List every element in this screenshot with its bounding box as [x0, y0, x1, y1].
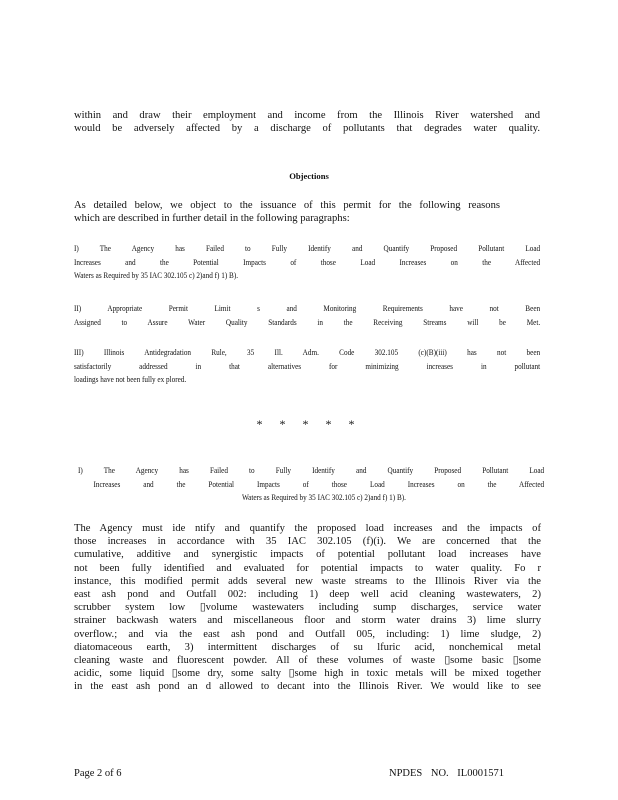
section-separator: * * * * *: [256, 417, 362, 431]
objection-item-line: I) The Agency has Failed to Fully Identify and Quantify Proposed Pollutant Load: [74, 244, 541, 253]
body-line: cumulative, additive and synergistic impacts of potential pollutant load increases have: [74, 549, 541, 561]
objections-heading: Objections: [289, 171, 329, 181]
body-line: scrubber system low ▯volume wastewaters including sump discharges, service water: [74, 602, 541, 614]
intro-paragraph: [74, 109, 540, 135]
body-line: not been fully identified and evaluated for potential impacts to water quality. Fo r: [74, 562, 541, 574]
lead-line: which are described in further detail in the following paragraphs:: [74, 213, 350, 225]
objection-item-line: III) Illinois Antidegradation Rule, 35 Ill. Adm. Code 302.105 (c)(B)(iii) has not been: [74, 348, 541, 357]
objection-item-line: Increases and the Potential Impacts of those Load Increases on the Affected: [74, 257, 541, 267]
lead-line: As detailed below, we object to the issuance of this permit for the following reasons: [74, 200, 500, 211]
objection-item-line: Assigned to Assure Water Quality Standards in the Receiving Streams will be Met.: [74, 317, 541, 327]
objection-item-line: Waters as Required by 35 IAC 302.105 c) 2)and f) 1) B).: [74, 271, 239, 281]
permit-number: NPDES NO. IL0001571: [389, 768, 504, 779]
body-line: diatomaceous earth, 3) intermittent discharges of su lfuric acid, nonchemical metal: [74, 641, 541, 653]
objections-lead-paragraph: [74, 199, 500, 225]
body-line: overflow.; and via the east ash pond and Outfall 005, including: 1) lime sludge, 2): [74, 628, 541, 640]
objection-item-1: [74, 242, 540, 283]
objection-item-3: [74, 346, 540, 387]
section-one-heading: [78, 464, 544, 505]
body-line: in the east ash pond an d allowed to decant into the Illinois River. We would like to see: [74, 681, 541, 693]
body-line: those increases in accordance with 35 IAC 302.105 (f)(i). We are concerned that the: [74, 536, 541, 548]
body-line: instance, this modified permit adds several new waste streams to the Illinois River via the: [74, 575, 541, 587]
objection-item-line: II) Appropriate Permit Limit s and Monitoring Requirements have not Been: [74, 304, 541, 313]
intro-line: within and draw their employment and income from the Illinois River watershed and: [74, 110, 540, 121]
body-line: east ash pond and Outfall 002: including 1) deep well acid cleaning wastewaters, 2): [74, 589, 541, 601]
intro-line: would be adversely affected by a discharge of pollutants that degrades water quality.: [74, 123, 540, 135]
section-one-body: [74, 522, 541, 694]
objection-item-2: [74, 302, 540, 329]
page-number: Page 2 of 6: [74, 768, 122, 779]
objection-item-line: loadings have not been fully ex plored.: [74, 375, 187, 385]
section-heading-line: I) The Agency has Failed to Fully Identify and Quantify Proposed Pollutant Load: [78, 466, 545, 475]
objection-item-line: satisfactorily addressed in that alternatives for minimizing increases in pollutant: [74, 361, 541, 371]
body-line: The Agency must ide ntify and quantify the proposed load increases and the impacts of: [74, 523, 541, 534]
section-heading-line: Waters as Required by 35 IAC 302.105 c) 2)and f) 1) B).: [241, 493, 406, 503]
body-line: cleaning waste and fluorescent powder. All of these volumes of waste ▯some basic ▯some: [74, 655, 541, 667]
body-line: acidic, some liquid ▯some dry, some salty ▯some high in toxic metals will be mixed together: [74, 668, 541, 680]
section-heading-line: Increases and the Potential Impacts of those Load Increases on the Affected: [93, 479, 545, 489]
body-line: strainer backwash waters and miscellaneous floor and storm water drains 3) lime slurry: [74, 615, 541, 627]
